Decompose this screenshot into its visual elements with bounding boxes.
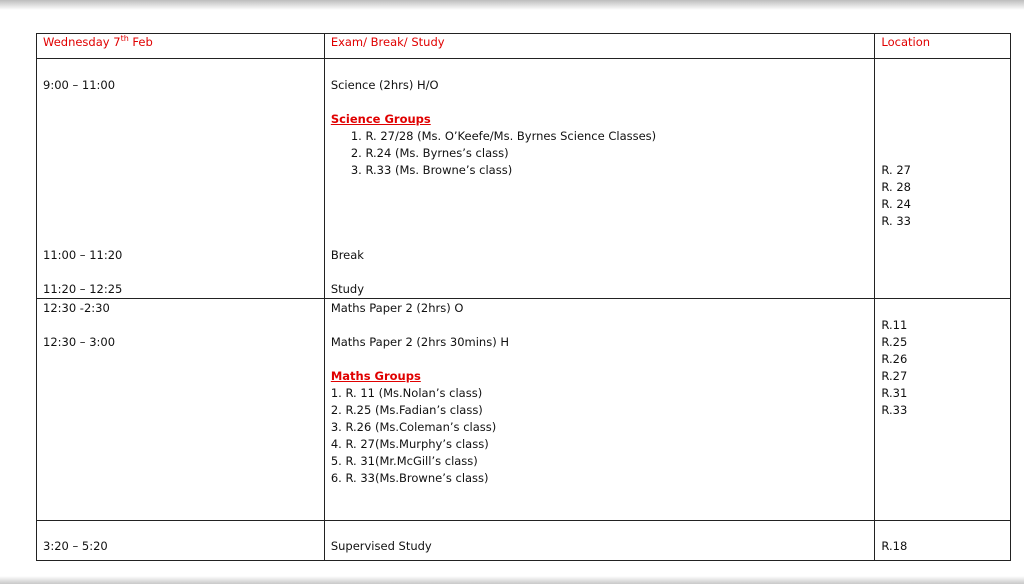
time-slot: 11:00 – 11:20 xyxy=(43,248,123,262)
activity-cell xyxy=(324,59,875,299)
time-slot: 9:00 – 11:00 xyxy=(43,78,116,92)
times-cell xyxy=(37,59,325,299)
location-item: R.33 xyxy=(881,403,908,417)
location-item: R. 33 xyxy=(881,214,911,228)
study-label: Study xyxy=(330,282,365,296)
activity-label: Supervised Study xyxy=(330,539,432,553)
science-groups-list xyxy=(331,128,869,179)
time-slot: 12:30 -2:30 xyxy=(43,301,110,315)
bottom-shadow xyxy=(0,576,1024,584)
list-item: 2. R.25 (Ms.Fadian’s class) xyxy=(330,403,483,417)
location-item: R. 28 xyxy=(881,180,911,194)
list-item: 4. R. 27(Ms.Murphy’s class) xyxy=(330,437,489,451)
list-item: 3. R.33 (Ms. Browne’s class) xyxy=(350,163,513,177)
header-exam-break-study: Exam/ Break/ Study xyxy=(324,34,875,59)
location-item: R.26 xyxy=(881,352,908,366)
maths-groups-list xyxy=(331,385,869,487)
activity-cell xyxy=(324,299,875,521)
exam-title: Maths Paper 2 (2hrs 30mins) H xyxy=(330,335,509,349)
exam-title: Science (2hrs) H/O xyxy=(330,78,439,92)
table-row-supervised-study xyxy=(37,521,1011,561)
location-cell xyxy=(875,299,1011,521)
groups-title: Maths Groups xyxy=(330,369,421,383)
location-item: R. 27 xyxy=(881,163,911,177)
table-row-maths xyxy=(37,299,1011,521)
list-item: 5. R. 31(Mr.McGill’s class) xyxy=(330,454,478,468)
table-header-row xyxy=(37,34,1011,59)
time-slot: 12:30 – 3:00 xyxy=(43,335,116,349)
location-item: R.31 xyxy=(881,386,908,400)
location-item: R.18 xyxy=(881,539,908,553)
header-location: Location xyxy=(875,34,1011,59)
times-cell xyxy=(37,299,325,521)
exam-title: Maths Paper 2 (2hrs) O xyxy=(330,301,464,315)
list-item: 1. R. 27/28 (Ms. O’Keefe/Ms. Byrnes Science Classes) xyxy=(350,129,657,143)
list-item: 2. R.24 (Ms. Byrnes’s class) xyxy=(350,146,509,160)
location-item: R.25 xyxy=(881,335,908,349)
header-day: Wednesday 7th Feb xyxy=(37,34,325,59)
list-item: 6. R. 33(Ms.Browne’s class) xyxy=(330,471,489,485)
exam-schedule-table xyxy=(36,33,1011,561)
time-slot: 11:20 – 12:25 xyxy=(43,282,123,296)
location-item: R. 24 xyxy=(881,197,911,211)
list-item: 1. R. 11 (Ms.Nolan’s class) xyxy=(330,386,483,400)
location-item: R.11 xyxy=(881,318,908,332)
top-shadow xyxy=(0,0,1024,10)
location-cell xyxy=(875,521,1011,561)
break-label: Break xyxy=(330,248,364,262)
location-cell xyxy=(875,59,1011,299)
table-row-science xyxy=(37,59,1011,299)
time-slot: 3:20 – 5:20 xyxy=(43,539,108,553)
time-cell xyxy=(37,521,325,561)
groups-title: Science Groups xyxy=(330,112,431,126)
list-item: 3. R.26 (Ms.Coleman’s class) xyxy=(330,420,497,434)
activity-cell xyxy=(324,521,875,561)
location-item: R.27 xyxy=(881,369,908,383)
